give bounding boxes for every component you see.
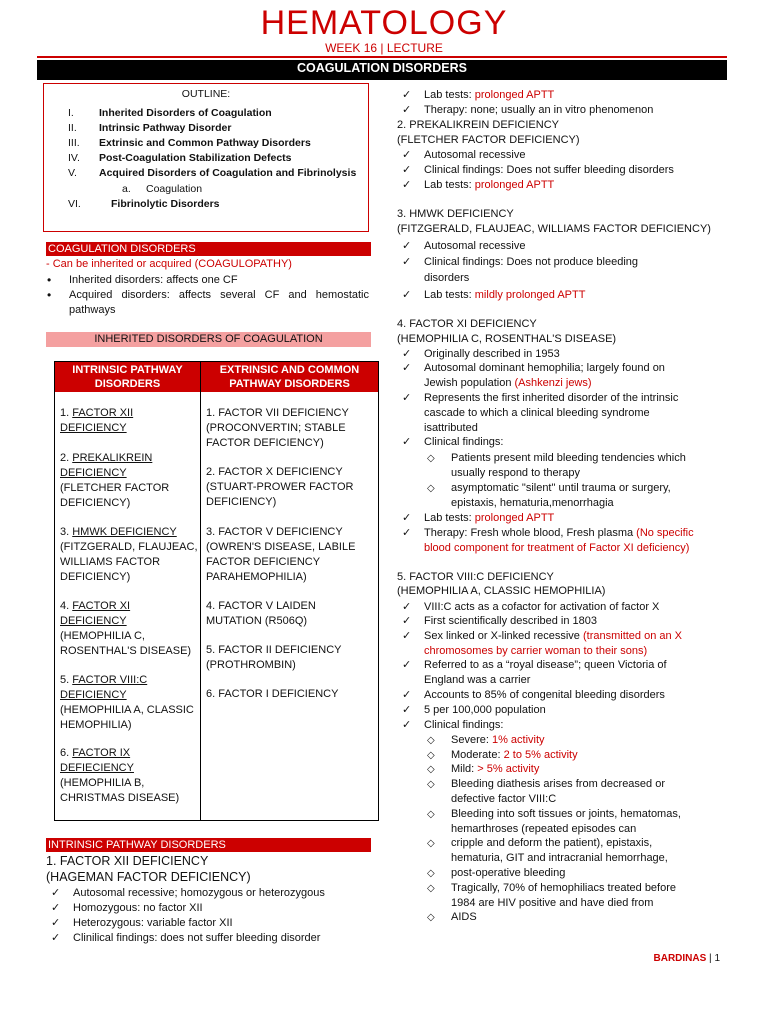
outline-item: VI. Fibrinolytic Disorders <box>68 198 220 210</box>
page-subtitle: WEEK 16 | LECTURE <box>325 41 443 55</box>
fviii-subbullet: ◇ Bleeding diathesis arises from decreased or defective factor VIII:C <box>451 777 665 807</box>
fxii-bullet: ✓ Autosomal recessive; homozygous or heterozygous <box>73 886 325 901</box>
outline-heading: OUTLINE: <box>181 88 231 100</box>
outline-item: III. Extrinsic and Common Pathway Disorders <box>68 137 311 149</box>
fxii-bullet: ✓ Homozygous: no factor XII <box>73 901 203 916</box>
fxii-bullet: ✓ Heterozygous: variable factor XII <box>73 916 233 931</box>
coag-heading: COAGULATION DISORDERS <box>46 242 371 256</box>
fxi-bullet: ✓ Autosomal dominant hemophilia; largely found on Jewish population (Ashkenzi jews) <box>424 361 665 391</box>
pk-title: 2. PREKALIKREIN DEFICIENCY <box>397 119 559 131</box>
fviii-bullet: ✓ First scientifically described in 1803 <box>424 614 597 629</box>
outline-item: I. Inherited Disorders of Coagulation <box>68 107 272 119</box>
page-footer: BARDINAS | 1 <box>653 953 720 964</box>
table-cell-extrinsic: 3. FACTOR V DEFICIENCY (OWREN'S DISEASE, LABILE FACTOR DEFICIENCY PARAHEMOPHILIA) <box>206 526 356 583</box>
fxii-bullet: ✓ Clinilical findings: does not suffer bleeding disorder <box>73 931 320 946</box>
fviii-subbullet: ◇ cripple and deform the patient), epistaxis, hematuria, GIT and intracranial hemorrhage, <box>451 836 668 866</box>
outline-item: IV. Post-Coagulation Stabilization Defects <box>68 152 292 164</box>
fxii-therapy: ✓ Therapy: none; usually an in vitro phenomenon <box>424 103 653 118</box>
fxi-subbullet: ◇ Patients present mild bleeding tendencies which usually respond to therapy <box>451 451 686 481</box>
section-banner: COAGULATION DISORDERS <box>37 60 727 80</box>
table-divider <box>200 362 201 820</box>
fviii-subtitle: (HEMOPHILIA A, CLASSIC HEMOPHILIA) <box>397 585 606 597</box>
fviii-subbullet: ◇ Severe: 1% activity <box>451 733 545 748</box>
table-cell-intrinsic: 4. FACTOR XI DEFICIENCY (HEMOPHILIA C, ROSENTHAL'S DISEASE) <box>60 600 192 657</box>
table-cell-extrinsic: 4. FACTOR V LAIDEN MUTATION (R506Q) <box>206 600 316 627</box>
fxi-subtitle: (HEMOPHILIA C, ROSENTHAL'S DISEASE) <box>397 333 617 345</box>
table-cell-intrinsic: 1. FACTOR XII DEFICIENCY <box>60 407 134 434</box>
outline-item: II. Intrinsic Pathway Disorder <box>68 122 232 134</box>
pk-lab: ✓ Lab tests: prolonged APTT <box>424 178 554 193</box>
pk-subtitle: (FLETCHER FACTOR DEFICIENCY) <box>397 134 580 146</box>
fviii-subbullet: ◇ AIDS <box>451 910 477 925</box>
fxi-bullet: ✓ Clinical findings: <box>424 435 503 450</box>
fxi-subbullet: ◇ asymptomatic "silent" until trauma or surgery, epistaxis, hematuria,menorrhagia <box>451 481 671 511</box>
fviii-bullet: ✓ Accounts to 85% of congenital bleeding disorders <box>424 688 665 703</box>
intrinsic-heading: INTRINSIC PATHWAY DISORDERS <box>46 838 371 852</box>
fxii-lab: ✓ Lab tests: prolonged APTT <box>424 88 554 103</box>
table-header-intrinsic: INTRINSIC PATHWAY DISORDERS <box>55 362 200 392</box>
table-header-extrinsic: EXTRINSIC AND COMMON PATHWAY DISORDERS <box>201 362 378 392</box>
fxi-therapy: ✓ Therapy: Fresh whole blood, Fresh plasma (No specific blood component for treatment of Factor XI deficiency) <box>424 526 694 556</box>
fviii-subbullet: ◇ Moderate: 2 to 5% activity <box>451 748 578 763</box>
hmwk-lab: ✓ Lab tests: mildly prolonged APTT <box>424 287 585 303</box>
coag-bullet-cont: pathways <box>69 304 116 316</box>
fxii-title: 1. FACTOR XII DEFICIENCY <box>46 854 209 868</box>
fxii-subtitle: (HAGEMAN FACTOR DEFICIENCY) <box>46 870 251 884</box>
outline-item: V. Acquired Disorders of Coagulation and Fibrinolysis <box>68 167 357 179</box>
table-cell-extrinsic: 2. FACTOR X DEFICIENCY (STUART-PROWER FACTOR DEFICIENCY) <box>206 466 354 508</box>
fviii-bullet: ✓ 5 per 100,000 population <box>424 703 546 718</box>
fviii-bullet: ✓ VIII:C acts as a cofactor for activation of factor X <box>424 600 659 615</box>
coag-line: - Can be inherited or acquired (COAGULOPATHY) <box>46 258 292 270</box>
fviii-subbullet: ◇ Tragically, 70% of hemophiliacs treated before 1984 are HIV positive and have died from <box>451 881 676 911</box>
coag-bullet: • Acquired disorders: affects several CF and hemostatic <box>69 288 369 303</box>
table-cell-intrinsic: 3. HMWK DEFICIENCY (FITZGERALD, FLAUJEAC, WILLIAMS FACTOR DEFICIENCY) <box>60 526 198 583</box>
fxi-lab: ✓ Lab tests: prolonged APTT <box>424 511 554 526</box>
pk-bullet: ✓ Autosomal recessive <box>424 148 526 163</box>
table-cell-extrinsic: 6. FACTOR I DEFICIENCY <box>206 688 339 700</box>
fxi-bullet: ✓ Represents the first inherited disorder of the intrinsic cascade to which a clinical bleeding syndrome isattributed <box>424 391 678 436</box>
page-title: HEMATOLOGY <box>260 4 508 42</box>
fviii-bullet: ✓ Referred to as a “royal disease”; queen Victoria of England was a carrier <box>424 658 667 688</box>
table-cell-extrinsic: 5. FACTOR II DEFICIENCY (PROTHROMBIN) <box>206 644 342 671</box>
fviii-subbullet: ◇ Mild: > 5% activity <box>451 762 539 777</box>
outline-box <box>43 83 369 232</box>
outline-subitem: a. Coagulation <box>122 183 203 195</box>
hmwk-subtitle: (FITZGERALD, FLAUJEAC, WILLIAMS FACTOR DEFICIENCY) <box>397 223 711 235</box>
fviii-bullet: ✓ Clinical findings: <box>424 718 503 733</box>
hmwk-title: 3. HMWK DEFICIENCY <box>397 208 514 220</box>
fviii-subbullet: ◇ post-operative bleeding <box>451 866 565 881</box>
fviii-title: 5. FACTOR VIII:C DEFICIENCY <box>397 571 554 583</box>
table-cell-intrinsic: 6. FACTOR IX DEFIECIENCY (HEMOPHILIA B, CHRISTMAS DISEASE) <box>60 747 180 804</box>
header-rule <box>37 56 727 58</box>
coag-bullet: • Inherited disorders: affects one CF <box>69 273 238 288</box>
inherited-heading: INHERITED DISORDERS OF COAGULATION <box>46 332 371 347</box>
table-cell-intrinsic: 5. FACTOR VIII:C DEFICIENCY (HEMOPHILIA A, CLASSIC HEMOPHILIA) <box>60 674 194 731</box>
hmwk-bullet: ✓ Clinical findings: Does not produce bleeding disorders <box>424 254 638 286</box>
disorders-table <box>54 361 379 821</box>
fxi-title: 4. FACTOR XI DEFICIENCY <box>397 318 537 330</box>
table-cell-intrinsic: 2. PREKALIKREIN DEFICIENCY (FLETCHER FACTOR DEFICIENCY) <box>60 452 170 509</box>
table-cell-extrinsic: 1. FACTOR VII DEFICIENCY (PROCONVERTIN; STABLE FACTOR DEFICIENCY) <box>206 407 349 449</box>
fviii-bullet: ✓ Sex linked or X-linked recessive (transmitted on an X chromosomes by carrier woman to their sons) <box>424 629 682 659</box>
pk-bullet: ✓ Clinical findings: Does not suffer bleeding disorders <box>424 163 674 178</box>
fviii-subbullet: ◇ Bleeding into soft tissues or joints, hematomas, hemarthroses (repeated episodes can <box>451 807 681 837</box>
hmwk-bullet: ✓ Autosomal recessive <box>424 238 526 254</box>
fxi-bullet: ✓ Originally described in 1953 <box>424 347 560 362</box>
